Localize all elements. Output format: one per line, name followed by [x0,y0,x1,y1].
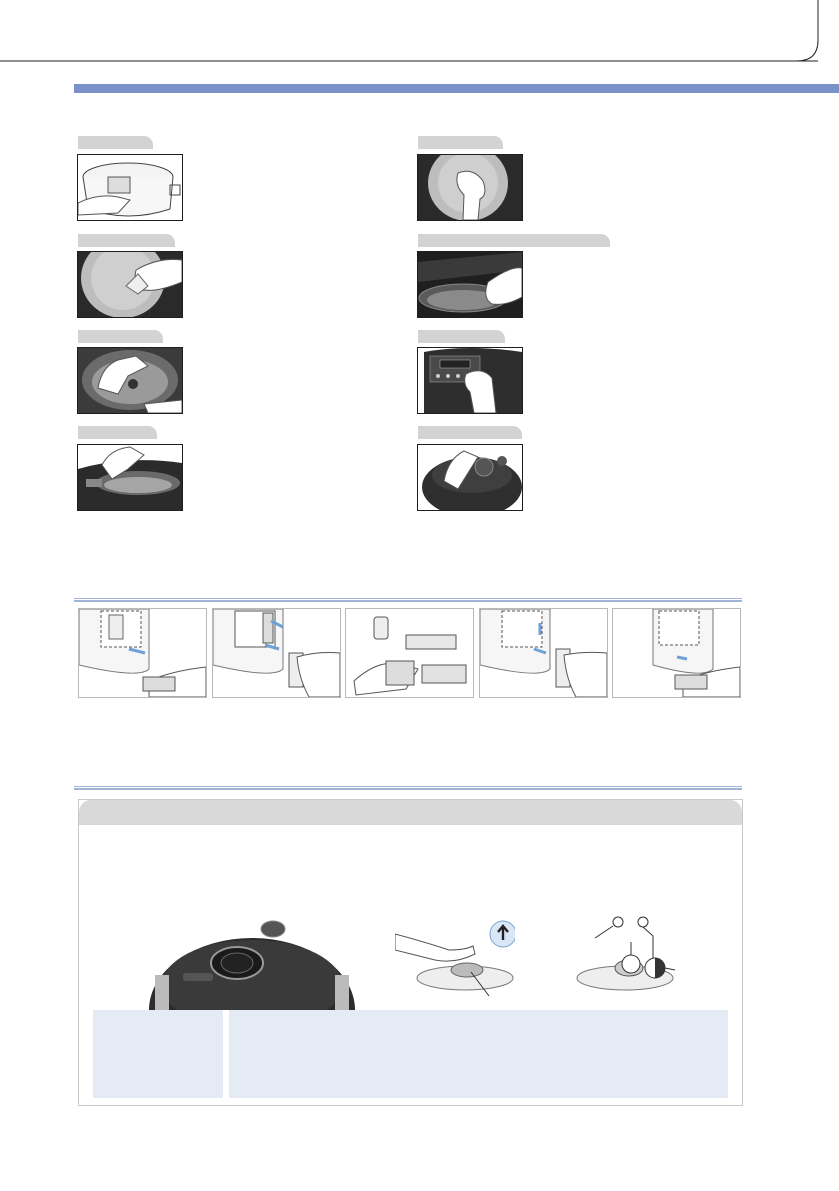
step-tab [418,136,503,149]
section-header-bar [74,84,839,93]
step-tab [78,426,157,439]
table-body-cell [229,1010,728,1098]
table-label-cell [93,1010,223,1098]
step-tab [418,330,505,343]
step-tab [418,426,522,439]
top-cover-wipe-icon [417,444,523,511]
heating-plate-wipe-icon [77,347,183,414]
step-tab [78,136,153,149]
tray-remove-icon [78,608,207,698]
inner-pot-sponge-icon [77,154,183,221]
rim-wipe-icon [417,251,523,318]
step-tab [78,330,163,343]
inner-lid-wipe-icon [417,154,523,221]
tray-pull-icon [212,608,341,698]
tray-insert-icon [479,608,608,698]
valve-cap-remove-icon [395,920,515,1000]
inner-lid-wipe-icon [77,251,183,318]
valve-cap-diagram-icon [575,912,685,992]
section-rule [74,598,742,602]
tray-push-icon [612,608,741,698]
valve-panel [78,799,743,1106]
step-tab [418,234,610,247]
panel-header [79,800,742,825]
cut-line [0,0,839,62]
cooker-top-icon [147,915,357,1010]
step-tab [78,234,175,247]
control-panel-wipe-icon [417,347,523,414]
tray-wash-icon [345,608,474,698]
section-rule [74,786,742,790]
body-rim-wipe-icon [77,444,183,511]
